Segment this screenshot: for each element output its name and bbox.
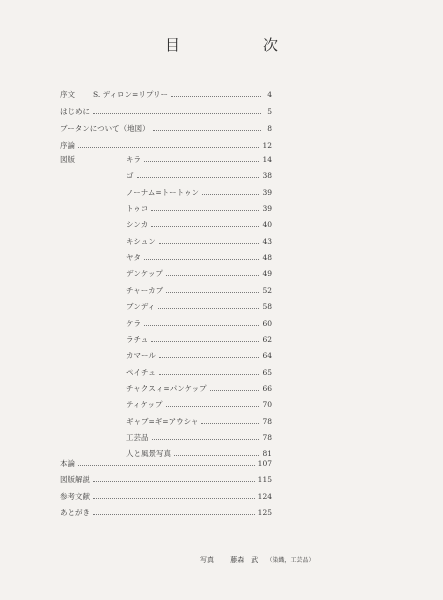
toc-label: ペイチュ — [126, 367, 156, 377]
toc-label: ラチュ — [126, 334, 149, 344]
toc-label: ティケップ — [126, 400, 163, 410]
toc-entry-preface[interactable] — [60, 89, 272, 101]
toc-label: 序文 — [60, 90, 75, 99]
toc-entry-plate[interactable] — [126, 154, 272, 166]
toc-page-number: 125 — [257, 508, 272, 517]
toc-entry-plate[interactable] — [126, 416, 272, 428]
toc-page-number: 81 — [262, 449, 272, 459]
toc-page-number: 39 — [262, 187, 272, 197]
leader-dots — [93, 497, 255, 499]
leader-dots — [158, 307, 259, 309]
toc-page-number: 60 — [262, 318, 272, 328]
toc-page-number: 64 — [262, 351, 272, 361]
toc-label: ヤタ — [126, 253, 141, 263]
toc-label: 本論 — [60, 459, 75, 468]
leader-dots — [171, 95, 261, 97]
credit-name: 藤森 武 — [230, 556, 259, 564]
toc-label: チャーカブ — [126, 285, 164, 295]
toc-label: シンカ — [126, 220, 149, 230]
toc-label: ブンディ — [126, 302, 156, 312]
leader-dots — [144, 160, 259, 162]
leader-dots — [144, 258, 260, 260]
toc-page-number: 49 — [262, 269, 272, 279]
toc-page-number: 78 — [262, 416, 272, 426]
toc-label: 図版解説 — [60, 475, 90, 484]
toc-page-number: 52 — [262, 285, 272, 295]
toc-entry-plate[interactable] — [126, 318, 272, 330]
credit-role: 写真 — [200, 556, 214, 564]
toc-label: ギャブ=ギ=アウシャ — [126, 416, 199, 426]
credit-note: （染織，工芸品） — [266, 557, 315, 564]
toc-label: はじめに — [60, 107, 90, 116]
toc-page-number: 62 — [262, 334, 272, 344]
toc-section-plates — [60, 154, 100, 166]
leader-dots — [78, 464, 255, 466]
toc-entry-plate[interactable] — [126, 252, 272, 264]
toc-page-number: 115 — [257, 475, 272, 484]
leader-dots — [151, 225, 259, 227]
leader-dots — [166, 274, 260, 276]
toc-page-number: 48 — [262, 253, 272, 263]
toc-page-number: 107 — [257, 459, 272, 468]
toc-entry-plate[interactable] — [126, 350, 272, 362]
leader-dots — [159, 356, 260, 358]
toc-entry-plate[interactable] — [126, 432, 272, 444]
toc-label: 序論 — [60, 141, 75, 150]
toc-page-number: 43 — [262, 236, 272, 246]
toc-label: トゥコ — [126, 204, 149, 214]
leader-dots — [93, 480, 255, 482]
toc-label: キシュン — [126, 236, 156, 246]
toc-entry-plate[interactable] — [126, 399, 272, 411]
toc-page-number: 65 — [262, 367, 272, 377]
toc-label: キラ — [126, 155, 141, 164]
toc-page-number: 14 — [262, 155, 272, 164]
toc-label: 参考文献 — [60, 492, 90, 501]
toc-entry-plate-notes[interactable] — [60, 474, 272, 486]
leader-dots — [93, 513, 255, 515]
leader-dots — [166, 291, 259, 293]
leader-dots — [151, 340, 259, 342]
toc-label: 工芸品 — [126, 432, 149, 442]
toc-entry-main-text[interactable] — [60, 458, 272, 470]
toc-entry-plate[interactable] — [126, 367, 272, 379]
leader-dots — [151, 209, 259, 211]
leader-dots — [144, 324, 259, 326]
leader-dots — [137, 176, 260, 178]
toc-label: ブータンについて（地図） — [60, 124, 150, 133]
toc-label: ノーナム=トートゥン — [126, 187, 199, 197]
toc-label: 人と風景写真 — [126, 449, 171, 459]
toc-page-number: 58 — [262, 302, 272, 312]
toc-entry-plate[interactable] — [126, 236, 272, 248]
toc-entry-about-bhutan[interactable] — [60, 123, 272, 135]
toc-entry-plate[interactable] — [126, 301, 272, 313]
toc-entry-plate[interactable] — [126, 203, 272, 215]
toc-label: ケラ — [126, 318, 141, 328]
leader-dots — [202, 193, 259, 195]
leader-dots — [78, 146, 259, 148]
toc-entry-plate[interactable] — [126, 187, 272, 199]
toc-page-number: 40 — [262, 220, 272, 230]
toc-entry-intro[interactable] — [60, 106, 272, 118]
toc-entry-plate[interactable] — [126, 219, 272, 231]
toc-page-number: 124 — [257, 492, 272, 501]
page-title: 目 次 — [164, 36, 312, 54]
toc-entry-afterword[interactable] — [60, 507, 272, 519]
toc-label: あとがき — [60, 508, 90, 517]
toc-label: デンケップ — [126, 269, 163, 279]
toc-page-number: 8 — [267, 124, 272, 133]
toc-page-number: 39 — [262, 204, 272, 214]
toc-author: S. ディロン=リプリー — [93, 90, 169, 99]
leader-dots — [159, 373, 260, 375]
leader-dots — [93, 112, 261, 114]
toc-entry-references[interactable] — [60, 491, 272, 503]
toc-entry-plate[interactable] — [126, 334, 272, 346]
leader-dots — [210, 389, 260, 391]
toc-entry-prologue[interactable] — [60, 140, 272, 152]
toc-entry-plate[interactable] — [126, 285, 272, 297]
toc-page-number: 5 — [267, 107, 272, 116]
toc-page-number: 78 — [262, 432, 272, 442]
toc-label: カマール — [126, 351, 156, 361]
toc-label: チャクスィ=パンケップ — [126, 383, 207, 393]
toc-page-number: 70 — [262, 400, 272, 410]
leader-dots — [152, 438, 260, 440]
leader-dots — [166, 405, 260, 407]
toc-entry-plate[interactable] — [126, 383, 272, 395]
toc-page-number: 38 — [262, 171, 272, 181]
toc-label: ゴ — [126, 171, 134, 181]
toc-entry-plate[interactable] — [126, 268, 272, 280]
toc-page-number: 4 — [267, 90, 272, 99]
leader-dots — [174, 454, 259, 456]
photo-credit — [200, 555, 314, 565]
toc-page-number: 12 — [262, 141, 272, 150]
toc-label: 図版 — [60, 155, 75, 164]
leader-dots — [201, 422, 259, 424]
leader-dots — [159, 242, 260, 244]
toc-entry-plate[interactable] — [126, 170, 272, 182]
leader-dots — [153, 129, 261, 131]
toc-page-number: 66 — [262, 383, 272, 393]
